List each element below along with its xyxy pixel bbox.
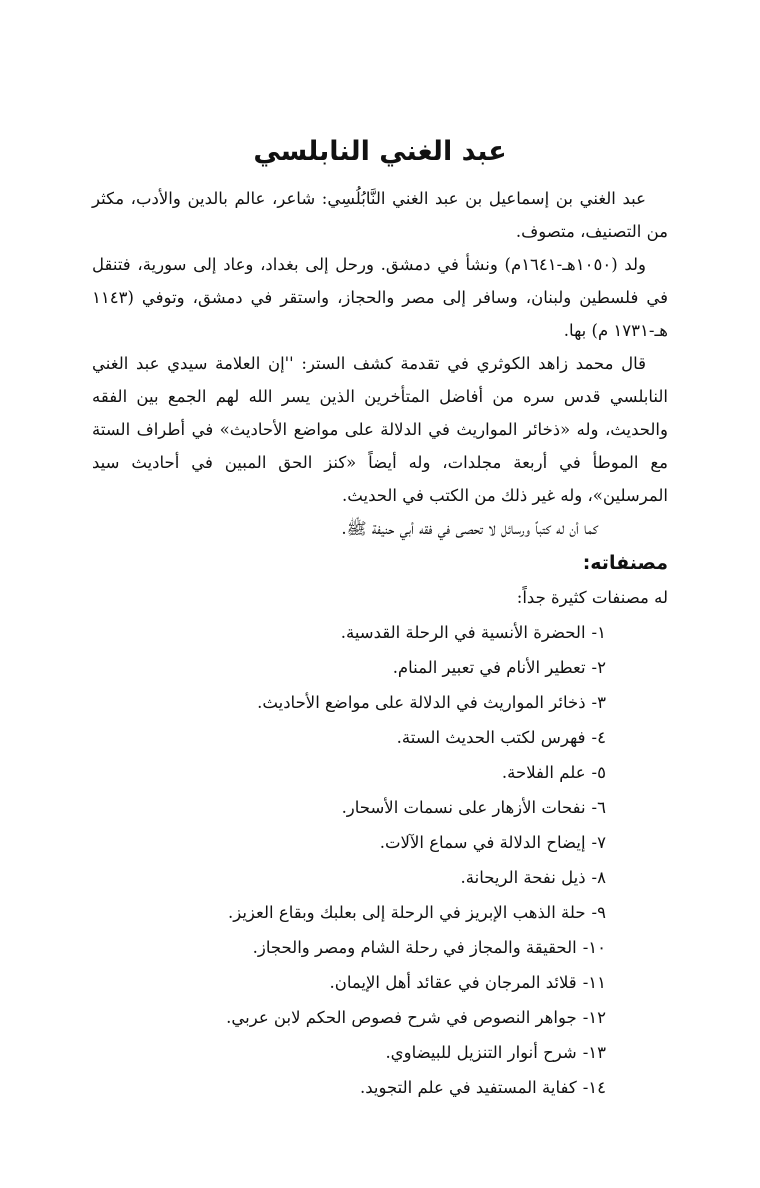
item-number: ٤- xyxy=(591,728,606,747)
item-number: ١١- xyxy=(582,973,606,992)
item-text: نفحات الأزهار على نسمات الأسحار. xyxy=(341,798,586,817)
item-text: علم الفلاحة. xyxy=(501,763,586,782)
works-intro: له مصنفات كثيرة جداً: xyxy=(516,588,668,607)
list-item xyxy=(92,930,606,965)
item-number: ٢- xyxy=(591,658,606,677)
list-item xyxy=(92,615,606,650)
item-number: ١٤- xyxy=(582,1078,606,1097)
item-text: تعطير الأنام في تعبير المنام. xyxy=(392,658,586,677)
list-item xyxy=(92,825,606,860)
paragraph-birth: ولد (١٠٥٠هـ-١٦٤١م) ونشأ في دمشق. ورحل إلى بغداد، وعاد إلى سورية، فتنقل في فلسطين ولبنان، وسافر إلى مصر والحجاز، واستقر في دمشق، وتوفي (١١٤٣ هـ-١٧٣١ م) بها. xyxy=(92,255,668,340)
item-number: ١٣- xyxy=(582,1043,606,1062)
list-item xyxy=(92,685,606,720)
item-text: الحقيقة والمجاز في رحلة الشام ومصر والحجاز. xyxy=(252,938,577,957)
item-text: كفاية المستفيد في علم التجويد. xyxy=(360,1078,577,1097)
works-heading: مصنفاته: xyxy=(582,552,668,574)
list-item xyxy=(92,1070,606,1105)
paragraph-fiqh: كما أن له كتباً ورسائل لا تحصى في فقه أبي حنيفة ﷺ. xyxy=(341,519,598,538)
item-text: ذيل نفحة الريحانة. xyxy=(460,868,586,887)
list-item xyxy=(92,755,606,790)
list-item xyxy=(92,860,606,895)
works-list xyxy=(92,615,668,1105)
list-item xyxy=(92,650,606,685)
list-item xyxy=(92,895,606,930)
list-item xyxy=(92,720,606,755)
item-number: ٣- xyxy=(591,693,606,712)
item-text: الحضرة الأنسية في الرحلة القدسية. xyxy=(340,623,586,642)
item-text: فهرس لكتب الحديث الستة. xyxy=(396,728,586,747)
item-number: ٦- xyxy=(591,798,606,817)
item-number: ١٢- xyxy=(582,1008,606,1027)
paragraph-intro: عبد الغني بن إسماعيل بن عبد الغني النَّابُلُسِي: شاعر، عالم بالدين والأدب، مكثر من التصنيف، متصوف. xyxy=(92,189,668,241)
item-number: ٥- xyxy=(591,763,606,782)
item-number: ١٠- xyxy=(582,938,606,957)
list-item xyxy=(92,1035,606,1070)
list-item xyxy=(92,790,606,825)
item-number: ١- xyxy=(591,623,606,642)
list-item xyxy=(92,965,606,1000)
item-text: شرح أنوار التنزيل للبيضاوي. xyxy=(385,1043,577,1062)
paragraph-quote: قال محمد زاهد الكوثري في تقدمة كشف الستر: ''إن العلامة سيدي عبد الغني النابلسي قدس سره من أفاضل المتأخرين الذين يسر الله لهم الجمع بين الفقه والحديث، وله «ذخائر المواريث في الدلالة على مواضع الأحاديث» في أطراف الستة مع الموطأ في أربعة مجلدات، وله أيضاً «كنز الحق المبين في أحاديث سيد المرسلين»، وله غير ذلك من الكتب في الحديث. xyxy=(92,354,668,505)
page-title: عبد الغني النابلسي xyxy=(253,136,507,167)
item-number: ٧- xyxy=(591,833,606,852)
item-text: جواهر النصوص في شرح فصوص الحكم لابن عربي. xyxy=(226,1008,577,1027)
item-number: ٩- xyxy=(591,903,606,922)
item-text: ذخائر المواريث في الدلالة على مواضع الأحاديث. xyxy=(257,693,586,712)
item-text: قلائد المرجان في عقائد أهل الإيمان. xyxy=(329,973,577,992)
item-text: إيضاح الدلالة في سماع الآلات. xyxy=(379,833,586,852)
item-text: حلة الذهب الإبريز في الرحلة إلى بعلبك وبقاع العزيز. xyxy=(227,903,586,922)
item-number: ٨- xyxy=(591,868,606,887)
list-item xyxy=(92,1000,606,1035)
